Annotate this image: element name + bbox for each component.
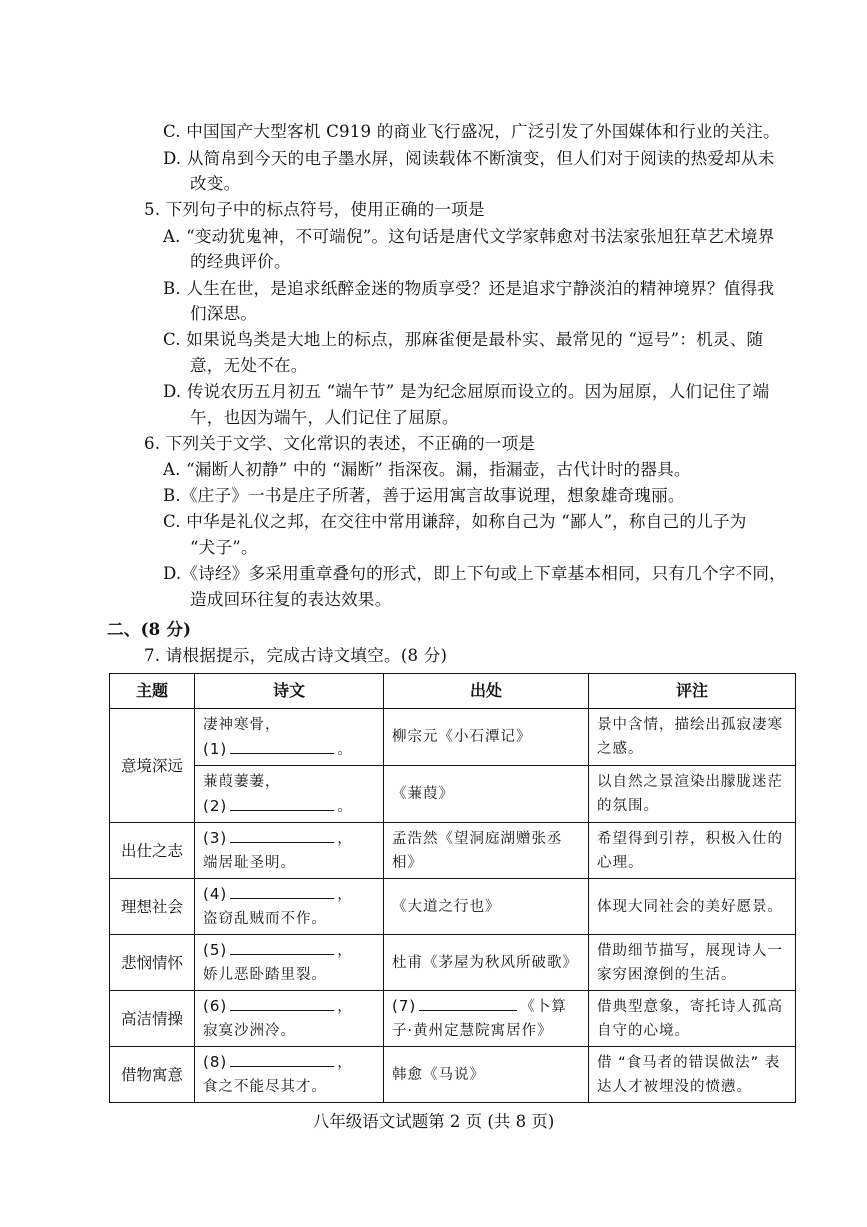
blank-number: (1) bbox=[203, 739, 228, 758]
q4-option-d-cont: 改变。 bbox=[190, 174, 241, 193]
q4-option-d: D. 从简帛到今天的电子墨水屏，阅读载体不断演变，但人们对于阅读的热爱却从未 bbox=[163, 149, 775, 168]
poem-given-line: 娇儿恶卧踏里裂。 bbox=[203, 967, 327, 983]
poem-given-line: 食之不能尽其才。 bbox=[203, 1079, 327, 1095]
poem-cell bbox=[195, 709, 384, 766]
blank-punct: ， bbox=[337, 1055, 353, 1071]
poem-cell bbox=[195, 991, 384, 1047]
poetry-fill-table bbox=[109, 673, 796, 1103]
q5-option-a: A. “变动犹鬼神，不可端倪”。这句话是唐代文学家韩愈对书法家张旭狂草艺术境界 bbox=[163, 227, 775, 246]
blank-number: (7) bbox=[392, 997, 417, 1015]
blank-punct: 。 bbox=[337, 798, 353, 815]
table-row bbox=[110, 766, 796, 823]
note-cell: 借助细节描写，展现诗人一家穷困潦倒的生活。 bbox=[589, 935, 796, 991]
source-cell: 《大道之行也》 bbox=[384, 879, 589, 935]
answer-blank-8[interactable] bbox=[230, 1051, 334, 1067]
table-row bbox=[110, 991, 796, 1047]
blank-punct: ， bbox=[337, 831, 353, 847]
note-cell: 借典型意象，寄托诗人孤高自守的心境。 bbox=[589, 991, 796, 1047]
note-cell: 以自然之景渲染出朦胧迷茫的氛围。 bbox=[589, 766, 796, 823]
q6-option-c-cont: “犬子”。 bbox=[190, 538, 258, 557]
source-title: 《卜算子·黄州定慧院寓居作》 bbox=[392, 999, 567, 1039]
q4-option-c: C. 中国国产大型客机 C919 的商业飞行盛况，广泛引发了外国媒体和行业的关注。 bbox=[163, 122, 780, 141]
q6-option-d: D.《诗经》多采用重章叠句的形式，即上下句或上下章基本相同，只有几个字不同， bbox=[163, 564, 786, 583]
table-row bbox=[110, 823, 796, 879]
blank-punct: ， bbox=[337, 887, 353, 903]
answer-blank-5[interactable] bbox=[230, 939, 334, 955]
blank-number: (4) bbox=[203, 885, 228, 903]
header-note: 评注 bbox=[589, 674, 796, 709]
blank-punct: ， bbox=[337, 999, 353, 1015]
header-theme: 主题 bbox=[110, 674, 195, 709]
theme-cell: 意境深远 bbox=[110, 709, 195, 823]
blank-number: (6) bbox=[203, 997, 228, 1015]
theme-cell: 理想社会 bbox=[110, 879, 195, 935]
blank-punct: 。 bbox=[337, 741, 353, 758]
q6-option-c: C. 中华是礼仪之邦，在交往中常用谦辞，如称自己为 “鄙人”，称自己的儿子为 bbox=[163, 512, 747, 531]
answer-blank-6[interactable] bbox=[230, 995, 334, 1011]
section-two-heading: 二、(8 分) bbox=[107, 619, 192, 639]
poem-cell bbox=[195, 879, 384, 935]
header-poem: 诗文 bbox=[195, 674, 384, 709]
answer-blank-2[interactable] bbox=[230, 795, 334, 811]
q6-option-b: B.《庄子》一书是庄子所著，善于运用寓言故事说理，想象雄奇瑰丽。 bbox=[163, 486, 685, 505]
q5-option-a-cont: 的经典评价。 bbox=[190, 252, 291, 271]
source-cell: 杜甫《茅屋为秋风所破歌》 bbox=[384, 935, 589, 991]
blank-number: (8) bbox=[203, 1053, 228, 1071]
poem-given-line: 凄神寒骨， bbox=[203, 716, 281, 733]
blank-number: (5) bbox=[203, 941, 228, 959]
table-row bbox=[110, 935, 796, 991]
q6-stem: 6. 下列关于文学、文化常识的表述，不正确的一项是 bbox=[144, 434, 536, 453]
source-cell: 韩愈《马说》 bbox=[384, 1047, 589, 1103]
theme-cell: 高洁情操 bbox=[110, 991, 195, 1047]
table-row bbox=[110, 1047, 796, 1103]
theme-cell: 悲悯情怀 bbox=[110, 935, 195, 991]
table-row bbox=[110, 879, 796, 935]
note-cell: 景中含情，描绘出孤寂凄寒之感。 bbox=[589, 709, 796, 766]
q5-option-c: C. 如果说鸟类是大地上的标点，那麻雀便是最朴实、最常见的 “逗号”：机灵、随 bbox=[163, 330, 764, 349]
blank-number: (2) bbox=[203, 796, 228, 815]
q6-option-d-cont: 造成回环往复的表达效果。 bbox=[190, 590, 392, 609]
poem-cell bbox=[195, 1047, 384, 1103]
q6-option-a: A. “漏断人初静” 中的 “漏断” 指深夜。漏，指漏壶，古代计时的器具。 bbox=[163, 460, 691, 479]
q5-option-c-cont: 意，无处不在。 bbox=[190, 356, 308, 375]
source-cell: 孟浩然《望洞庭湖赠张丞相》 bbox=[384, 823, 589, 879]
theme-cell: 出仕之志 bbox=[110, 823, 195, 879]
poem-given-line: 寂寞沙洲冷。 bbox=[203, 1023, 296, 1039]
blank-number: (3) bbox=[203, 829, 228, 847]
poem-given-line: 蒹葭萋萋， bbox=[203, 773, 281, 790]
answer-blank-7[interactable] bbox=[419, 995, 517, 1011]
header-source: 出处 bbox=[384, 674, 589, 709]
q5-option-d: D. 传说农历五月初五 “端午节” 是为纪念屈原而设立的。因为屈原，人们记住了端 bbox=[163, 382, 770, 401]
q5-option-b-cont: 们深思。 bbox=[190, 304, 258, 323]
poem-given-line: 盗窃乱贼而不作。 bbox=[203, 911, 327, 927]
theme-cell: 借物寓意 bbox=[110, 1047, 195, 1103]
table-header-row bbox=[110, 674, 796, 709]
note-cell: 借 “食马者的错误做法” 表达人才被埋没的愤懑。 bbox=[589, 1047, 796, 1103]
blank-punct: ， bbox=[337, 943, 353, 959]
poem-cell bbox=[195, 766, 384, 823]
poem-given-line: 端居耻圣明。 bbox=[203, 855, 296, 871]
poem-cell bbox=[195, 935, 384, 991]
note-cell: 体现大同社会的美好愿景。 bbox=[589, 879, 796, 935]
answer-blank-4[interactable] bbox=[230, 883, 334, 899]
answer-blank-3[interactable] bbox=[230, 827, 334, 843]
q5-option-b: B. 人生在世，是追求纸醉金迷的物质享受？还是追求宁静淡泊的精神境界？值得我 bbox=[163, 279, 775, 298]
source-cell: 柳宗元《小石潭记》 bbox=[384, 709, 589, 766]
table-row bbox=[110, 709, 796, 766]
answer-blank-1[interactable] bbox=[230, 738, 334, 754]
note-cell: 希望得到引荐，积极入仕的心理。 bbox=[589, 823, 796, 879]
q5-option-d-cont: 午，也因为端午，人们记住了屈原。 bbox=[190, 408, 459, 427]
q7-stem: 7. 请根据提示，完成古诗文填空。(8 分) bbox=[144, 646, 448, 665]
source-cell: 《蒹葭》 bbox=[384, 766, 589, 823]
q5-stem: 5. 下列句子中的标点符号，使用正确的一项是 bbox=[144, 200, 485, 219]
page-footer: 八年级语文试题第 2 页 (共 8 页) bbox=[312, 1112, 555, 1131]
poem-cell bbox=[195, 823, 384, 879]
source-cell bbox=[384, 991, 589, 1047]
